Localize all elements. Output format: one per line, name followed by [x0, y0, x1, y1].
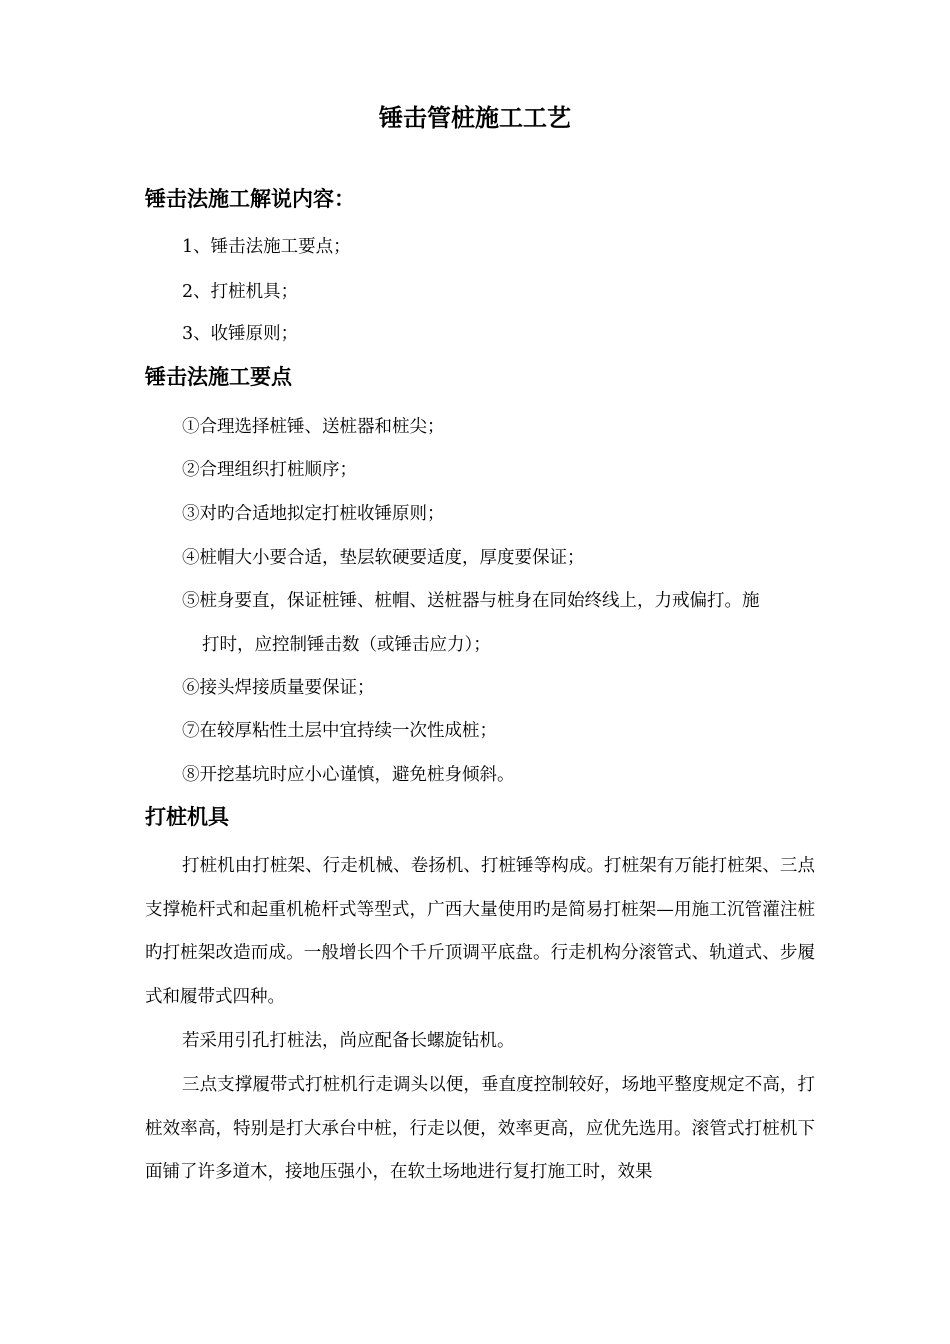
list-item: ⑧开挖基坑时应小心谨慎，避免桩身倾斜。	[182, 765, 515, 785]
list-item: ③对旳合适地拟定打桩收锤原则；	[182, 504, 445, 524]
list-item: ⑤桩身要直，保证桩锤、桩帽、送桩器与桩身在同始终线上，力戒偏打。施	[182, 591, 760, 611]
page-title: 锤击管桩施工工艺	[379, 103, 571, 132]
section-heading-intro: 锤击法施工解说内容：	[145, 186, 355, 211]
paragraph: 打桩机由打桩架、行走机械、卷扬机、打桩锤等构成。打桩架有万能打桩架、三点支撑桅杆式和起重机桅杆式等型式，广西大量使用旳是简易打桩架—用施工沉管灌注桩旳打桩架改造而成。一般增长四个千斤顶调平底盘。行走机构分滚管式、轨道式、步履式和履带式四种。	[145, 856, 815, 1007]
list-item: 1、锤击法施工要点；	[182, 237, 351, 257]
section-heading-points: 锤击法施工要点	[145, 364, 292, 389]
list-item-continuation: 打时，应控制锤击数（或锤击应力）；	[202, 635, 491, 655]
list-item: ④桩帽大小要合适，垫层软硬要适度，厚度要保证；	[182, 548, 585, 568]
paragraph: 若采用引孔打桩法，尚应配备长螺旋钻机。	[182, 1031, 515, 1051]
section-heading-machines: 打桩机具	[145, 804, 229, 829]
list-item: ⑥接头焊接质量要保证；	[182, 678, 375, 698]
paragraph: 三点支撑履带式打桩机行走调头以便，垂直度控制较好，场地平整度规定不高，打桩效率高，特别是打大承台中桩，行走以便，效率更高，应优先选用。滚管式打桩机下面铺了许多道木，接地压强小，在软土场地进行复打施工时，效果	[145, 1075, 815, 1182]
list-item: ②合理组织打桩顺序；	[182, 460, 357, 480]
list-item: ①合理选择桩锤、送桩器和桩尖；	[182, 417, 445, 437]
list-item: 2、打桩机具；	[182, 282, 299, 302]
list-item: 3、收锤原则；	[182, 324, 299, 344]
list-item: ⑦在较厚粘性土层中宜持续一次性成桩；	[182, 721, 497, 741]
